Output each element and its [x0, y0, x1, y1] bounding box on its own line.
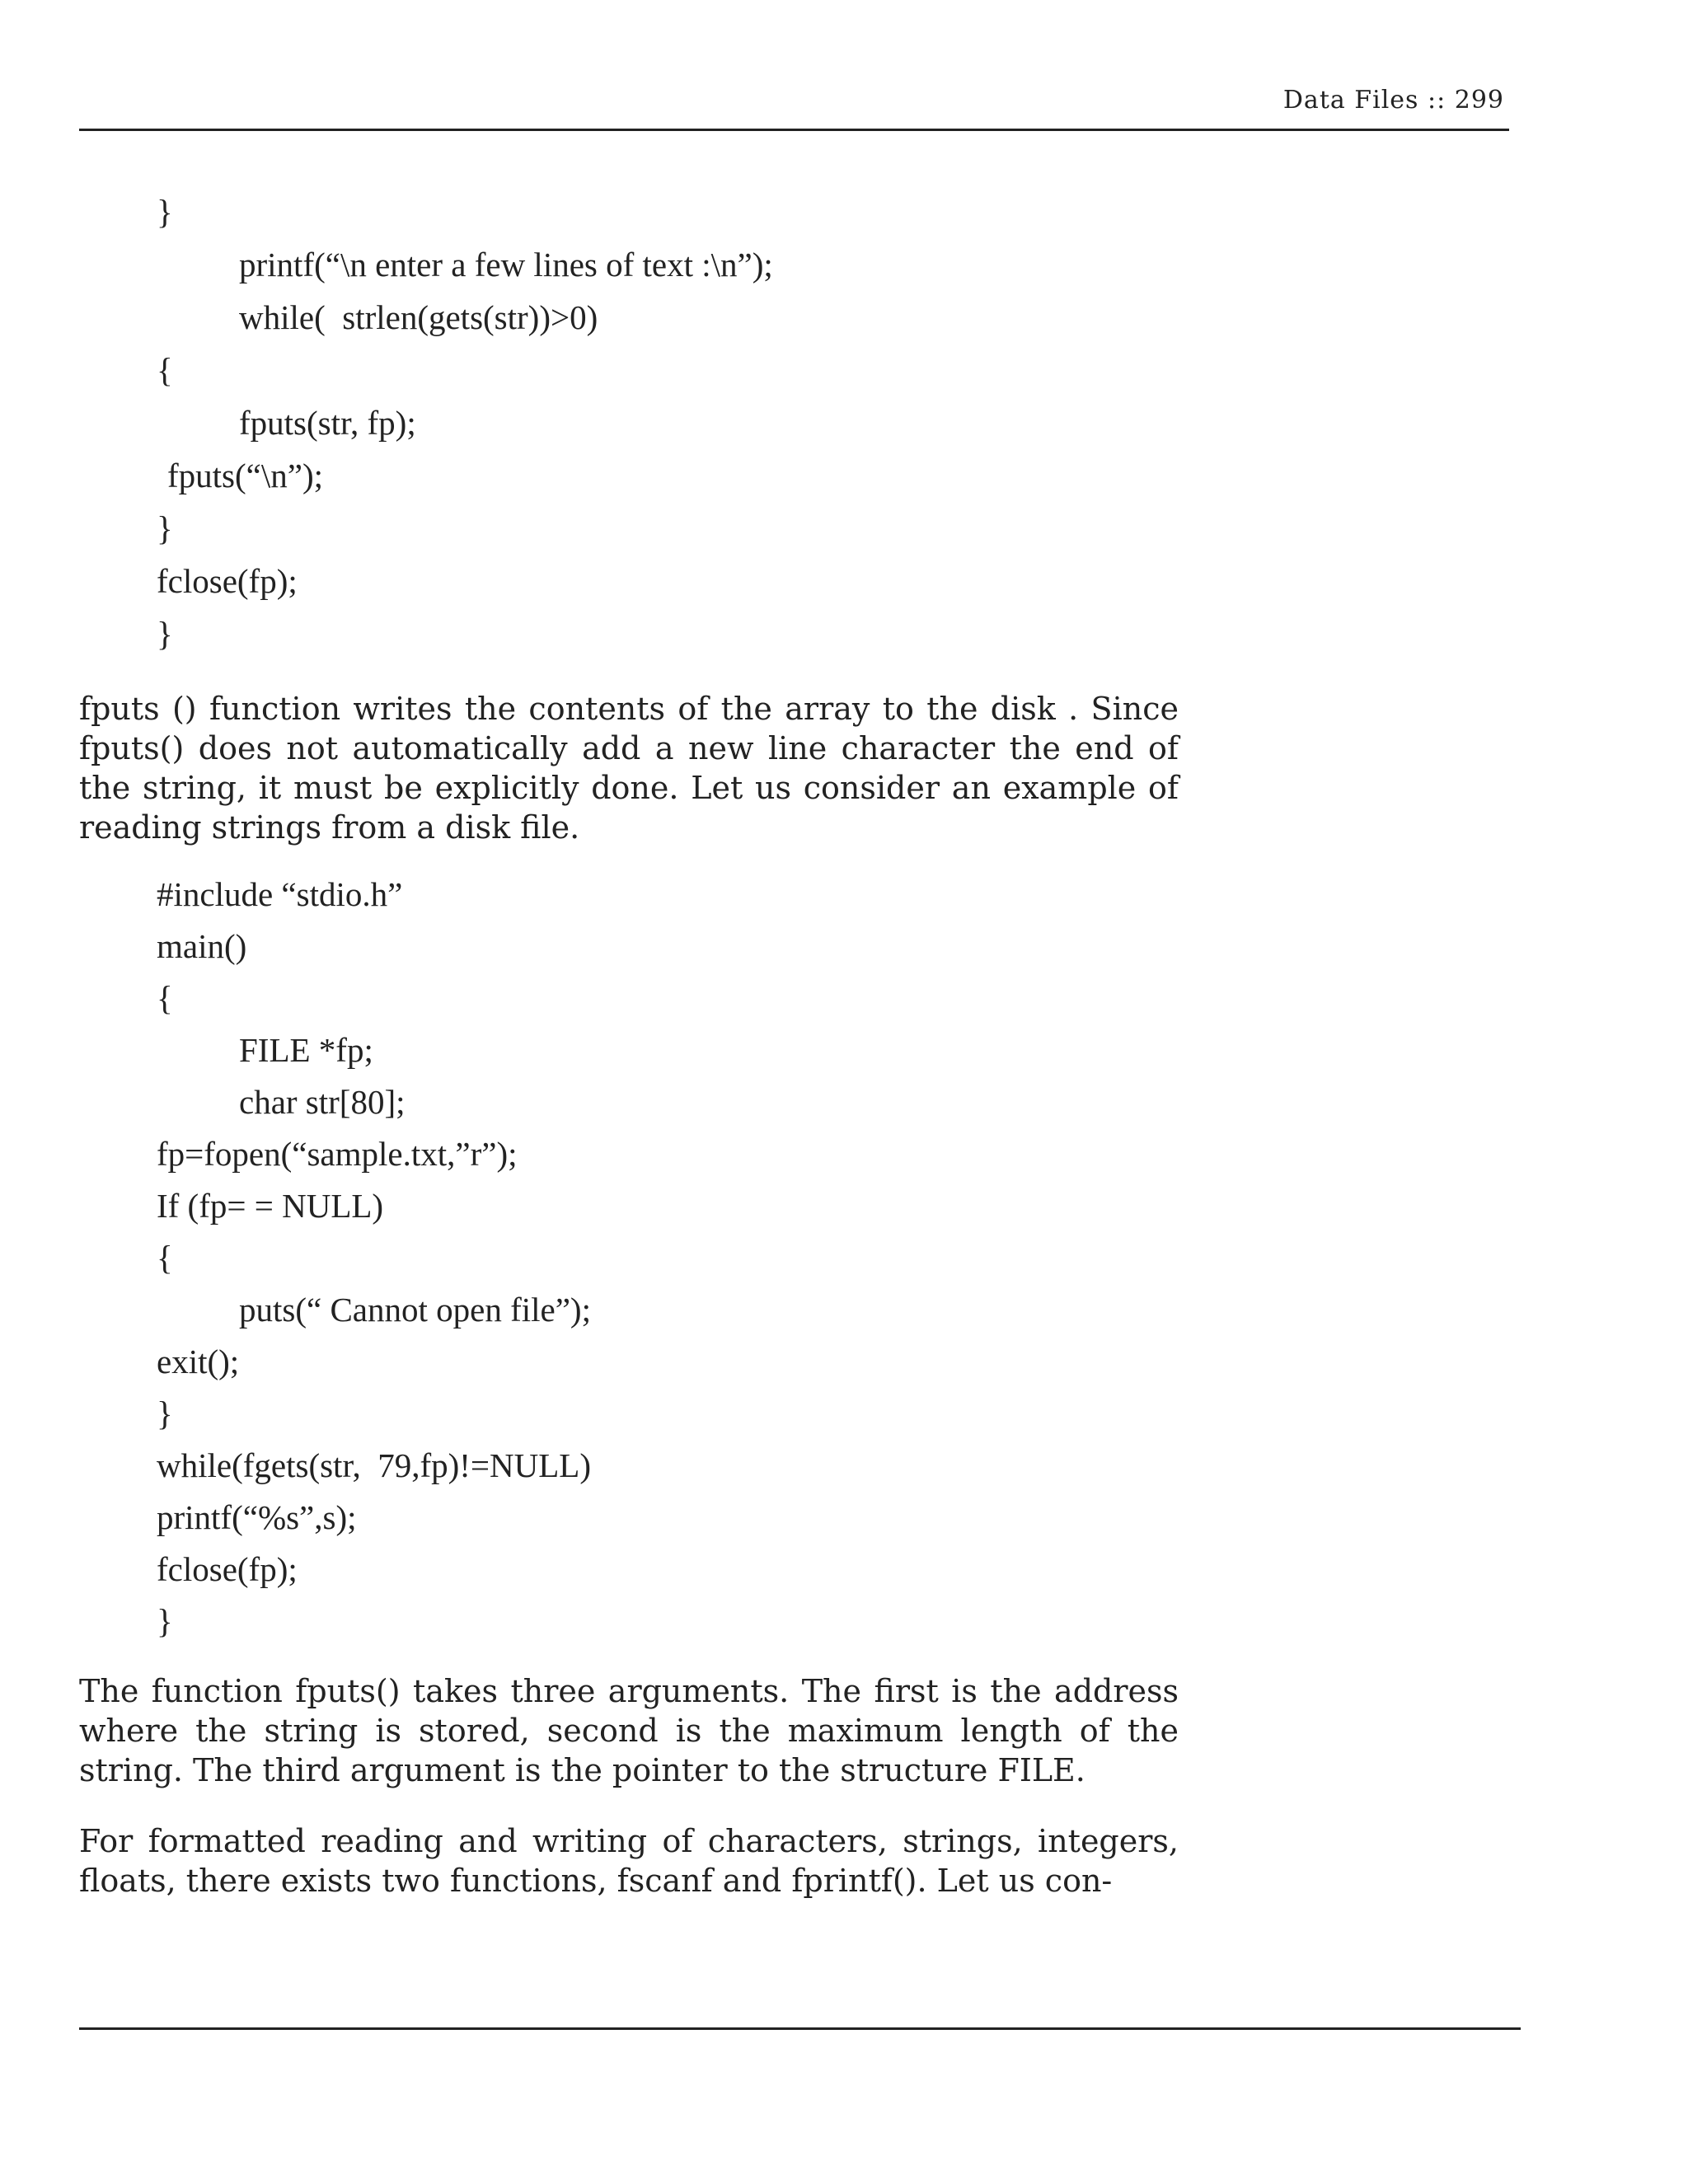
footer-rule	[79, 2027, 1521, 2030]
code-line: If (fp= = NULL)	[157, 1187, 384, 1225]
code-line: }	[157, 1602, 173, 1640]
body-paragraph: The function fputs() takes three arguments. The first is the address where the string is stored, second is the maximum length of the string. The third argument is the pointer to the structure FILE.	[79, 1673, 1179, 1788]
code-line: #include “stdio.h”	[157, 875, 403, 913]
code-line: main()	[157, 927, 247, 965]
code-line: while( strlen(gets(str))>0)	[239, 298, 598, 336]
running-header: Data Files :: 299	[1282, 86, 1504, 115]
code-line: puts(“ Cannot open file”);	[239, 1291, 591, 1329]
code-line: fclose(fp);	[157, 562, 298, 600]
code-line: {	[157, 351, 173, 389]
code-line: char str[80];	[239, 1083, 406, 1121]
code-line: FILE *fp;	[239, 1031, 373, 1069]
code-line: }	[157, 615, 173, 653]
code-line: printf(“\n enter a few lines of text :\n”);	[239, 246, 773, 284]
code-line: fputs(str, fp);	[239, 404, 416, 442]
code-line: }	[157, 509, 173, 547]
code-line: fclose(fp);	[157, 1550, 298, 1588]
code-line: {	[157, 979, 173, 1017]
body-paragraph: For formatted reading and writing of characters, strings, integers, floats, there exists two functions, fscanf and fprintf(). Let us con-	[79, 1823, 1179, 1899]
code-line: }	[157, 1394, 173, 1432]
code-line: {	[157, 1239, 173, 1277]
header-rule	[79, 129, 1509, 131]
code-line: while(fgets(str, 79,fp)!=NULL)	[157, 1446, 591, 1484]
code-line: printf(“%s”,s);	[157, 1498, 357, 1536]
body-paragraph: fputs () function writes the contents of the array to the disk . Since fputs() does not automatically add a new line character the end of the string, it must be explicitly done. Let us consider an example of reading strings from a disk file.	[79, 691, 1179, 846]
code-line: fp=fopen(“sample.txt,”r”);	[157, 1135, 518, 1173]
code-line: exit();	[157, 1343, 240, 1380]
code-line: fputs(“\n”);	[167, 457, 323, 494]
code-line: }	[157, 193, 173, 231]
